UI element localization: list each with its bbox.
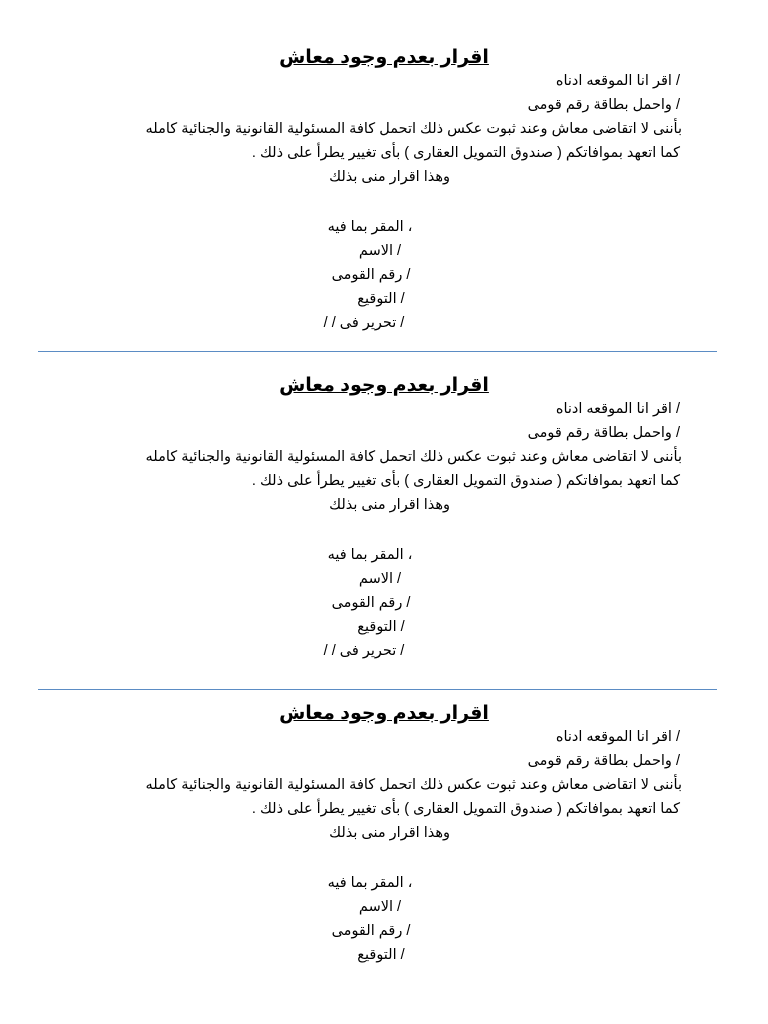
signature-field-label: / التوقيع [357,619,405,635]
name-field-label: / الاسم [358,899,402,915]
acknowledgement-line: وهذا اقرار منى بذلك [329,169,450,185]
commitment-line: كما اتعهد بموافاتكم ( صندوق التمويل العقارى ) بأى تغيير يطرأ على ذلك . [251,145,680,161]
declaration-form-2 [0,373,768,673]
acknowledgement-line: وهذا اقرار منى بذلك [329,825,450,841]
declaration-title: اقرار بعدم وجود معاش [279,375,489,396]
pension-statement-line: بأننى لا اتقاضى معاش وعند ثبوت عكس ذلك اتحمل كافة المسئولية القانونية والجنائية كامله [145,121,682,137]
signer-line: / اقر انا الموقعه ادناه [555,401,680,417]
section-divider [38,689,717,690]
declaration-body [80,725,680,845]
date-field-label: / تحرير فى / / [323,315,405,331]
commitment-line: كما اتعهد بموافاتكم ( صندوق التمويل العقارى ) بأى تغيير يطرأ على ذلك . [251,801,680,817]
declaration-body [80,69,680,189]
national-id-line: / واحمل بطاقة رقم قومى [527,753,680,769]
signer-line: / اقر انا الموقعه ادناه [555,729,680,745]
declaration-title: اقرار بعدم وجود معاش [279,703,489,724]
pension-statement-line: بأننى لا اتقاضى معاش وعند ثبوت عكس ذلك اتحمل كافة المسئولية القانونية والجنائية كامله [145,449,682,465]
signature-section [0,215,768,335]
acknowledgement-line: وهذا اقرار منى بذلك [329,497,450,513]
signature-section [0,543,768,663]
declaration-body [80,397,680,517]
pension-statement-line: بأننى لا اتقاضى معاش وعند ثبوت عكس ذلك اتحمل كافة المسئولية القانونية والجنائية كامله [145,777,682,793]
declaration-title: اقرار بعدم وجود معاش [279,47,489,68]
declaration-form-3 [0,701,768,1001]
signature-section [0,871,768,967]
national-number-field-label: / رقم القومى [331,595,411,611]
signature-field-label: / التوقيع [357,291,405,307]
declaration-form-1 [0,45,768,345]
date-field-label: / تحرير فى / / [323,643,405,659]
declarant-label: ، المقر بما فيه [327,219,413,235]
national-number-field-label: / رقم القومى [331,923,411,939]
declarant-label: ، المقر بما فيه [327,875,413,891]
section-divider [38,351,717,352]
commitment-line: كما اتعهد بموافاتكم ( صندوق التمويل العقارى ) بأى تغيير يطرأ على ذلك . [251,473,680,489]
declarant-label: ، المقر بما فيه [327,547,413,563]
name-field-label: / الاسم [358,571,402,587]
national-id-line: / واحمل بطاقة رقم قومى [527,97,680,113]
signature-field-label: / التوقيع [357,947,405,963]
name-field-label: / الاسم [358,243,402,259]
national-number-field-label: / رقم القومى [331,267,411,283]
signer-line: / اقر انا الموقعه ادناه [555,73,680,89]
national-id-line: / واحمل بطاقة رقم قومى [527,425,680,441]
